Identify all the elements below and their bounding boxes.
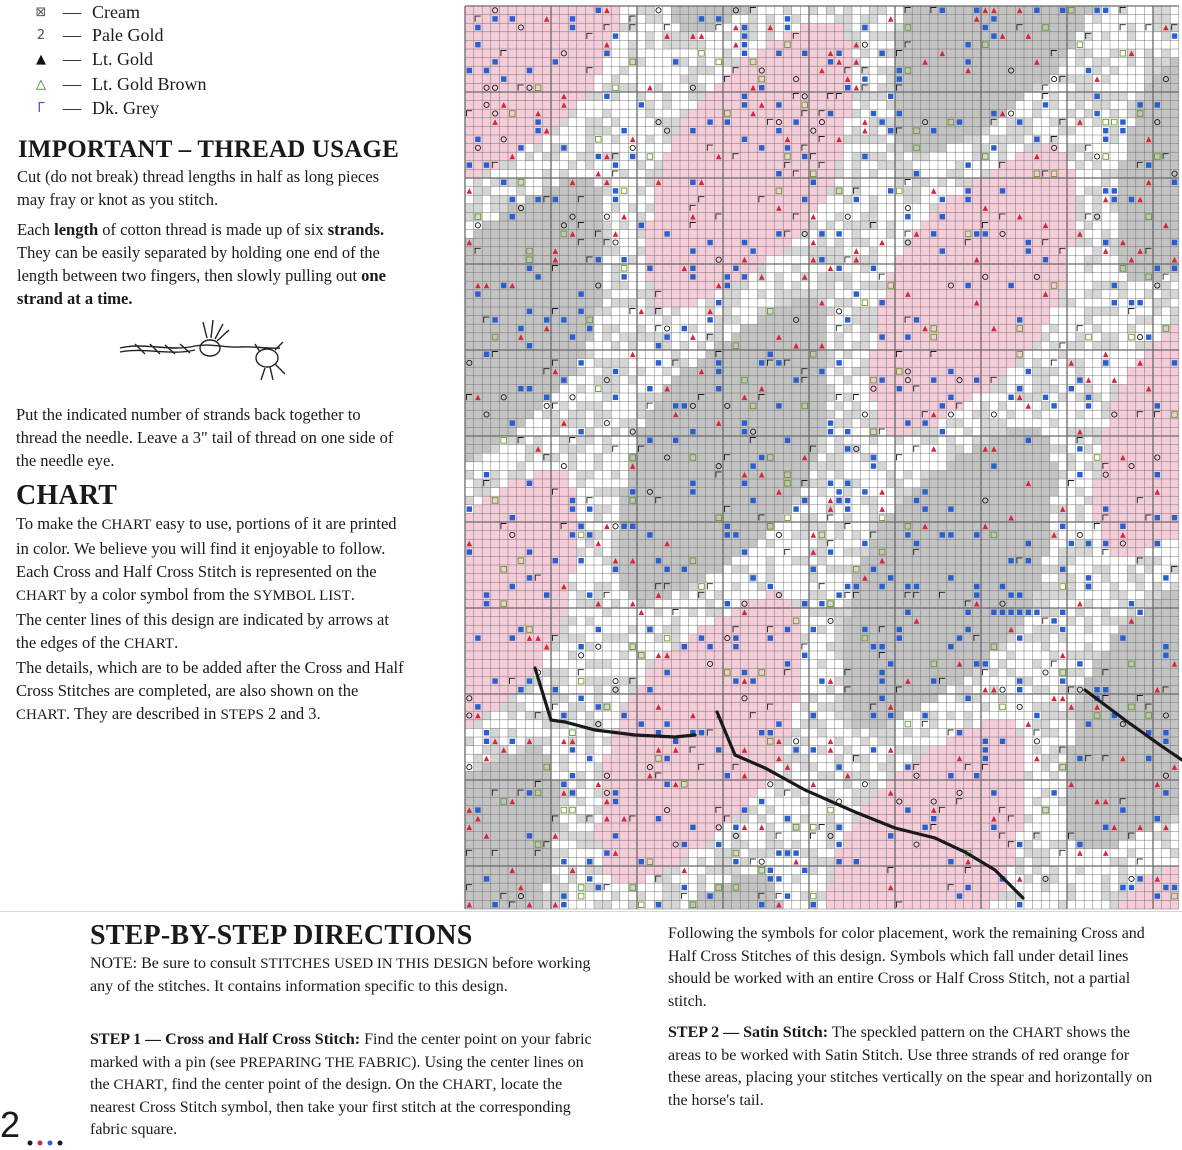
symbol-name: Cream	[92, 1, 140, 22]
text-smallcaps: STEPS	[220, 707, 264, 723]
text-run: , find the center point of the design. On the	[163, 1076, 443, 1093]
text-run: shows the areas to be worked with Satin Stitch. Use three strands of red orange for these areas, placing your stitches vertically on the spear and horizontally on the horse's tail.	[668, 1024, 1153, 1109]
text-bold: length	[54, 220, 99, 239]
chart-heading: CHART	[16, 480, 118, 511]
text-bold: one strand at a time.	[17, 266, 386, 308]
symbol-row	[30, 96, 159, 120]
step2-text	[668, 1022, 1158, 1112]
symbol-glyph: 2	[36, 27, 46, 43]
text-run: by a color symbol from the	[65, 585, 254, 604]
text-smallcaps: CHART	[113, 1077, 164, 1093]
symbol-glyph: ▲	[36, 51, 46, 67]
text-smallcaps: STITCHES USED IN THIS DESIGN	[260, 956, 489, 972]
text-smallcaps: CHART	[101, 517, 152, 533]
text-run: Each Cross and Half Cross Stitch is represented on the	[16, 562, 377, 581]
page-number: 2	[0, 1104, 21, 1145]
symbol-row	[30, 47, 153, 71]
text-smallcaps: CHART	[16, 707, 66, 723]
directions-note	[90, 953, 600, 998]
symbol-row	[30, 23, 164, 47]
symbol-glyph: Γ	[37, 100, 45, 116]
text-smallcaps: SYMBOL LIST	[253, 588, 351, 604]
symbol-name: Dk. Grey	[92, 97, 159, 118]
chart-description	[16, 512, 406, 727]
thread-usage-heading: IMPORTANT – THREAD USAGE	[18, 136, 400, 163]
directions-heading: STEP-BY-STEP DIRECTIONS	[90, 920, 473, 951]
text-run: of cotton thread is made up of six	[98, 220, 328, 239]
chart-grid-svg	[455, 0, 1182, 913]
text-smallcaps: CHART	[1012, 1025, 1063, 1041]
text-run: To make the	[16, 514, 102, 533]
text-run: . They are described in	[65, 704, 221, 723]
symbol-row	[30, 72, 207, 96]
text-smallcaps: CHART	[442, 1077, 493, 1093]
symbol-row	[30, 0, 140, 24]
cross-stitch-chart	[455, 0, 1182, 913]
text-run: 2 and 3.	[263, 704, 321, 723]
symbol-dash: —	[63, 48, 81, 69]
thread-strand-illustration	[115, 314, 305, 384]
text-smallcaps: CHART	[124, 636, 175, 652]
directions-right-p1: Following the symbols for color placement, work the remaining Cross and Half Cross Stitches of this design. Symbols which fall under detail lines should be worked with an entire Cross or Half Cross Stitch, not a partial stitch.	[668, 925, 1145, 1010]
symbol-glyph: △	[36, 76, 46, 92]
symbol-name: Lt. Gold Brown	[92, 73, 207, 94]
step1-label: STEP 1 — Cross and Half Cross Stitch:	[90, 1031, 361, 1048]
decorative-dots	[26, 1138, 76, 1148]
text-run: .	[174, 633, 179, 652]
step1-text	[90, 1029, 595, 1142]
symbol-name: Lt. Gold	[92, 48, 153, 69]
thread-usage-p1: Cut (do not break) thread lengths in half as long pieces may fray or knot as you stitch.	[17, 167, 379, 209]
text-run: The details, which are to be added after the Cross and Half Cross Stitches are completed, are also shown on the	[16, 658, 404, 700]
thread-usage-p3: Put the indicated number of strands back together to thread the needle. Leave a 3" tail of thread on one side of the needle eye.	[16, 405, 394, 470]
text-bold: strands.	[327, 220, 385, 239]
symbol-dash: —	[63, 24, 81, 45]
text-run: Each	[17, 220, 55, 239]
text-run: , locate the nearest Cross Stitch symbol, then take your first stitch at the corresponding fabric square.	[90, 1076, 571, 1138]
text-smallcaps: CHART	[16, 588, 66, 604]
page-footer	[0, 1104, 120, 1150]
text-run: .	[350, 585, 355, 604]
text-run: NOTE: Be sure to consult	[90, 955, 261, 972]
text-run: easy to use, portions of it are printed in color. We believe you will find it enjoyable to follow.	[16, 514, 397, 558]
symbol-dash: —	[63, 1, 81, 22]
text-run: They can be easily separated by holding one end of the length between two fingers, then slowly pulling out	[17, 243, 380, 285]
symbol-name: Pale Gold	[92, 24, 164, 45]
symbol-glyph: ⊠	[35, 4, 47, 20]
step2-label: STEP 2 — Satin Stitch:	[668, 1024, 829, 1041]
text-run: The speckled pattern on the	[828, 1024, 1013, 1041]
text-run: The center lines of this design are indicated by arrows at the edges of the	[16, 610, 389, 652]
text-run: before working any of the stitches. It contains information specific to this design.	[90, 955, 591, 995]
section-divider	[0, 911, 1182, 912]
thread-usage-p2	[17, 218, 397, 310]
symbol-dash: —	[63, 73, 81, 94]
text-run: Find the center point on your fabric marked with a pin (see	[90, 1031, 592, 1071]
symbol-dash: —	[63, 97, 81, 118]
text-smallcaps: PREPARING THE FABRIC	[239, 1054, 412, 1071]
text-run: ). Using the center lines on the	[90, 1053, 584, 1093]
